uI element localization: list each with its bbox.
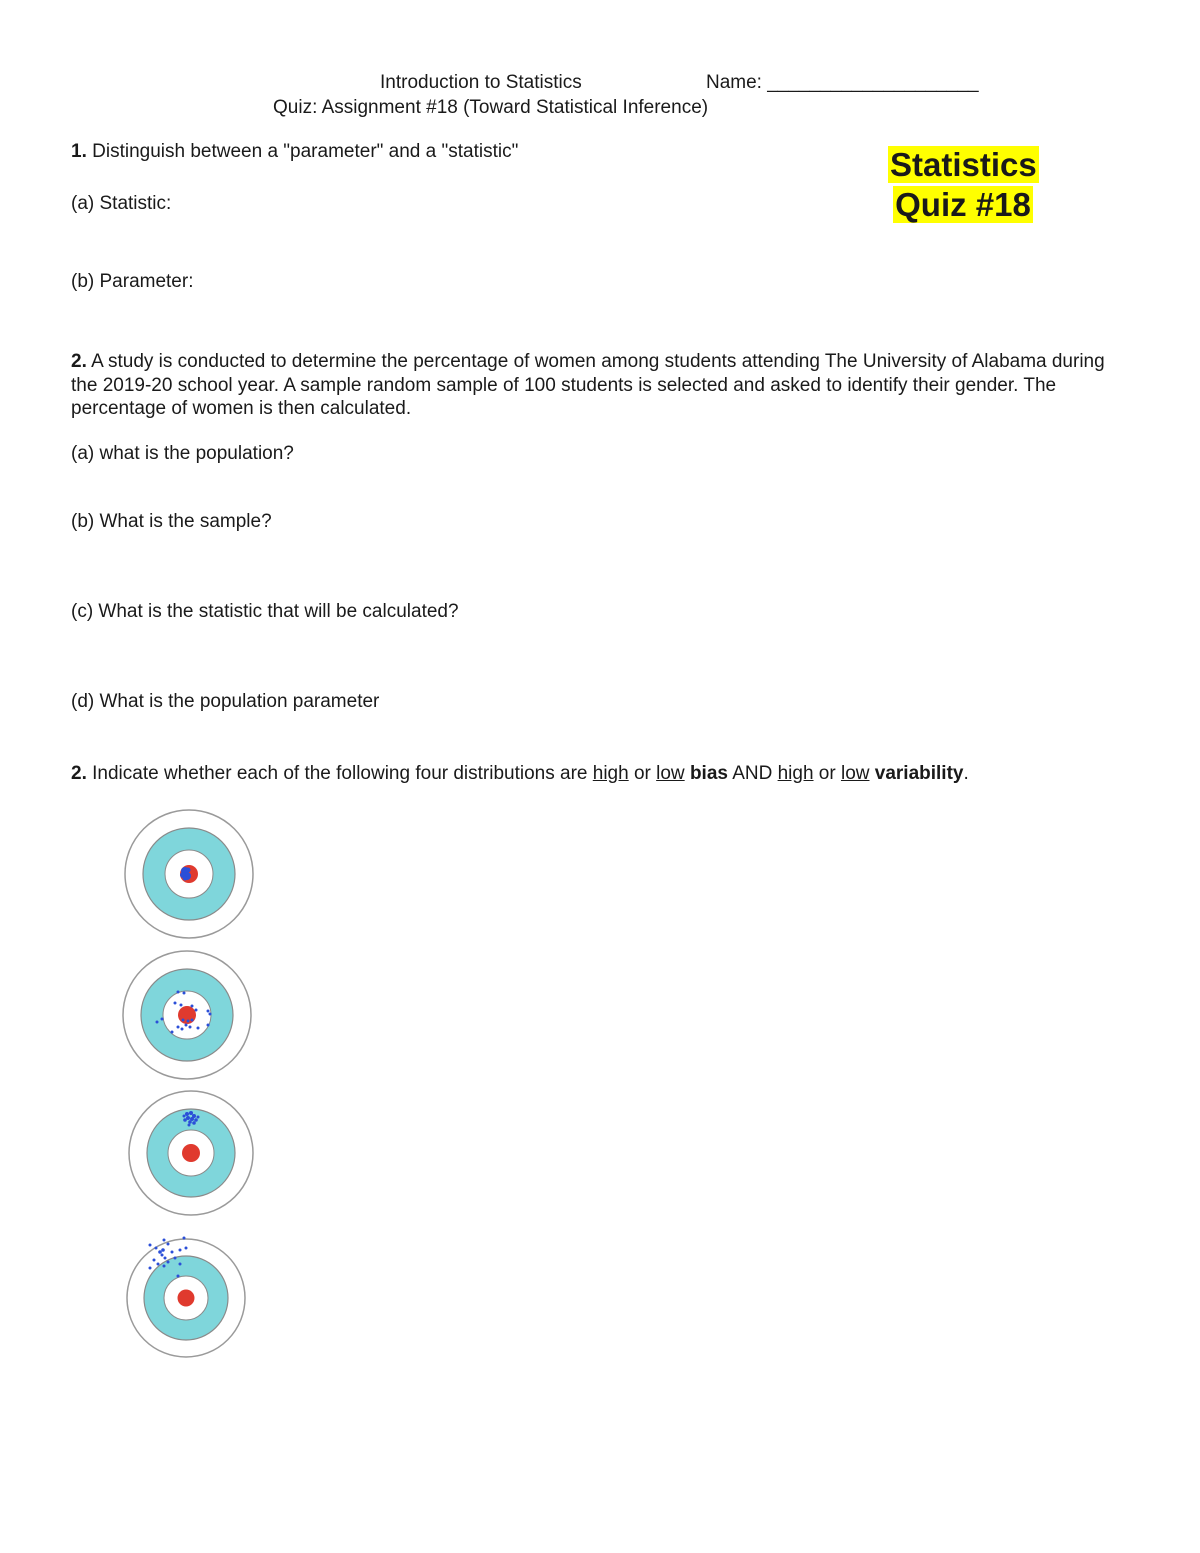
word-low-1: low xyxy=(656,763,685,784)
question-2 xyxy=(71,350,1131,421)
target-4-diagram xyxy=(120,1230,254,1364)
word-bias: bias xyxy=(689,763,728,784)
question-3 xyxy=(71,763,969,785)
word-high-2: high xyxy=(777,763,814,784)
name-field-label: Name: ____________________ xyxy=(706,72,979,93)
word-and: AND xyxy=(727,763,778,784)
question-2b: (b) What is the sample? xyxy=(71,511,272,532)
target-1-diagram xyxy=(122,807,256,941)
question-1-text: Distinguish between a "parameter" and a "statistic" xyxy=(86,141,519,162)
question-1 xyxy=(71,141,518,163)
question-2a: (a) what is the population? xyxy=(71,443,294,464)
word-low-2: low xyxy=(840,763,870,784)
word-or-1: or xyxy=(628,763,657,784)
target-2-diagram xyxy=(120,948,254,1082)
question-1-number: 1. xyxy=(71,141,87,162)
question-2-number: 2. xyxy=(71,351,87,372)
quiz-title: Quiz: Assignment #18 (Toward Statistical Inference) xyxy=(273,97,709,118)
question-3-text: Indicate whether each of the following four distributions are xyxy=(86,763,593,784)
target-3-diagram xyxy=(124,1089,258,1223)
badge-line-2: Quiz #18 xyxy=(895,186,1031,223)
period: . xyxy=(963,763,969,784)
word-or-2: or xyxy=(813,763,841,784)
badge-line-1: Statistics xyxy=(890,146,1037,183)
question-1a: (a) Statistic: xyxy=(71,193,172,214)
question-2d: (d) What is the population parameter xyxy=(71,691,380,712)
question-1b: (b) Parameter: xyxy=(71,271,194,292)
question-2c: (c) What is the statistic that will be calculated? xyxy=(71,601,459,622)
question-3-number: 2. xyxy=(71,763,87,784)
target-4-bullseye xyxy=(178,1290,195,1307)
target-3-bullseye xyxy=(182,1144,200,1162)
word-high-1: high xyxy=(592,763,629,784)
word-variability: variability xyxy=(874,763,964,784)
quiz-badge xyxy=(888,145,1038,225)
course-title: Introduction to Statistics xyxy=(380,72,582,93)
question-2-text: A study is conducted to determine the percentage of women among students attending The University of Alabama during the 2019-20 school year. A sample random sample of 100 students is selected and asked to identify their gender. The percentage of women is then calculated. xyxy=(71,351,1105,419)
